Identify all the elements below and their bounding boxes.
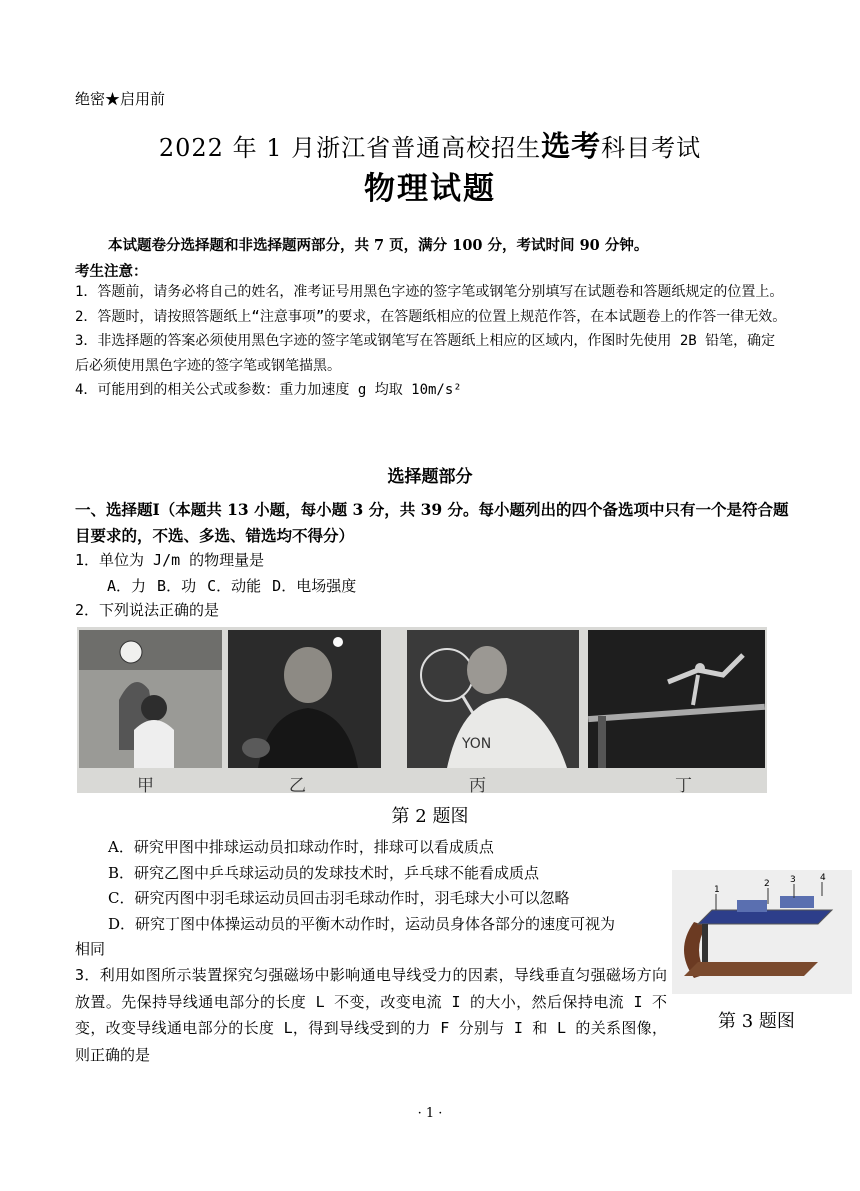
title-suffix: 科目考试 (601, 134, 702, 162)
section-heading: 选择题部分 (387, 467, 473, 487)
magnet-apparatus-figure (672, 870, 852, 994)
photo-label-bing: 丙 (469, 776, 486, 796)
instruction-item: 2．答题时，请按照答题纸上“注意事项”的要求，在答题纸相应的位置上规范作答，在本试题卷上的作答一律无效。 (75, 308, 787, 325)
instruction-item: 1．答题前，请务必将自己的姓名，准考证号用黑色字迹的签字笔或钢笔分别填写在试题卷和答题纸规定的位置上。 (75, 284, 784, 300)
question-2-options (75, 835, 665, 963)
photo-label-ding: 丁 (675, 776, 692, 796)
part1-heading: 一、选择题Ⅰ（本题共 13 小题，每小题 3 分，共 39 分。每小题列出的四个备选项中只有一个是符合题目要求的，不选、多选、错选均不得分） (75, 500, 789, 545)
photo-label-yi: 乙 (289, 776, 306, 796)
exam-summary: 本试题卷分选择题和非选择题两部分，共 7 页，满分 100 分，考试时间 90 分钟。 (108, 237, 649, 254)
sports-photo-strip (77, 627, 767, 796)
question-3-stem: 3．利用如图所示装置探究匀强磁场中影响通电导线受力的因素，导线垂直匀强磁场方向放置。先保持导线通电部分的长度 L 不变，改变电流 I 的大小，然后保持电流 I 不变，改变导线通电部分的长度 L，得到导线受到的力 F 分别与 I 和 L 的关系图像，则正确的是 (75, 966, 667, 1064)
page-number: · 1 · (417, 1106, 443, 1121)
title-emphasis: 选考 (541, 129, 602, 163)
instructions-list (75, 280, 787, 403)
option-b: B．研究乙图中乒乓球运动员的发球技术时，乒乓球不能看成质点 (108, 863, 540, 882)
figure-marker-1: 1 (714, 885, 720, 895)
question-1-stem: 1．单位为 J/m 的物理量是 (75, 551, 265, 569)
attention-heading: 考生注意： (75, 263, 148, 280)
badminton-photo (407, 630, 579, 768)
balance-beam-photo (588, 630, 765, 768)
question-2-stem: 2．下列说法正确的是 (75, 601, 220, 619)
confidential-label: 绝密★启用前 (75, 90, 166, 108)
instruction-item: 3．非选择题的答案必须使用黑色字迹的签字笔或钢笔写在答题纸上相应的区域内，作图时先使用 2B 铅笔，确定后必须使用黑色字迹的签字笔或钢笔描黑。 (75, 333, 776, 374)
title-prefix: 2022 年 1 月浙江省普通高校招生 (158, 134, 542, 162)
option-d-continued: 相同 (75, 940, 106, 958)
figure-3-caption: 第 3 题图 (718, 1011, 795, 1032)
option-c: C．研究丙图中羽毛球运动员回击羽毛球动作时，羽毛球大小可以忽略 (108, 889, 570, 907)
figure-marker-3: 3 (790, 875, 796, 885)
volleyball-photo (79, 630, 222, 768)
exam-title (0, 124, 860, 165)
subject-title: 物理试题 (364, 171, 496, 207)
figure-marker-2: 2 (764, 879, 770, 889)
photo-label-jia: 甲 (137, 776, 154, 796)
question-1-options: A．力 B．功 C．动能 D．电场强度 (107, 577, 357, 595)
svg-text:YON: YON (462, 736, 492, 752)
table-tennis-photo (228, 630, 381, 768)
figure-marker-4: 4 (820, 873, 826, 883)
option-d: D．研究丁图中体操运动员的平衡木动作时，运动员身体各部分的速度可视为 (108, 914, 616, 933)
figure-2-caption: 第 2 题图 (391, 806, 469, 827)
option-a: A．研究甲图中排球运动员扣球动作时，排球可以看成质点 (108, 838, 494, 856)
instruction-item: 4．可能用到的相关公式或参数：重力加速度 g 均取 10m/s² (75, 382, 462, 399)
